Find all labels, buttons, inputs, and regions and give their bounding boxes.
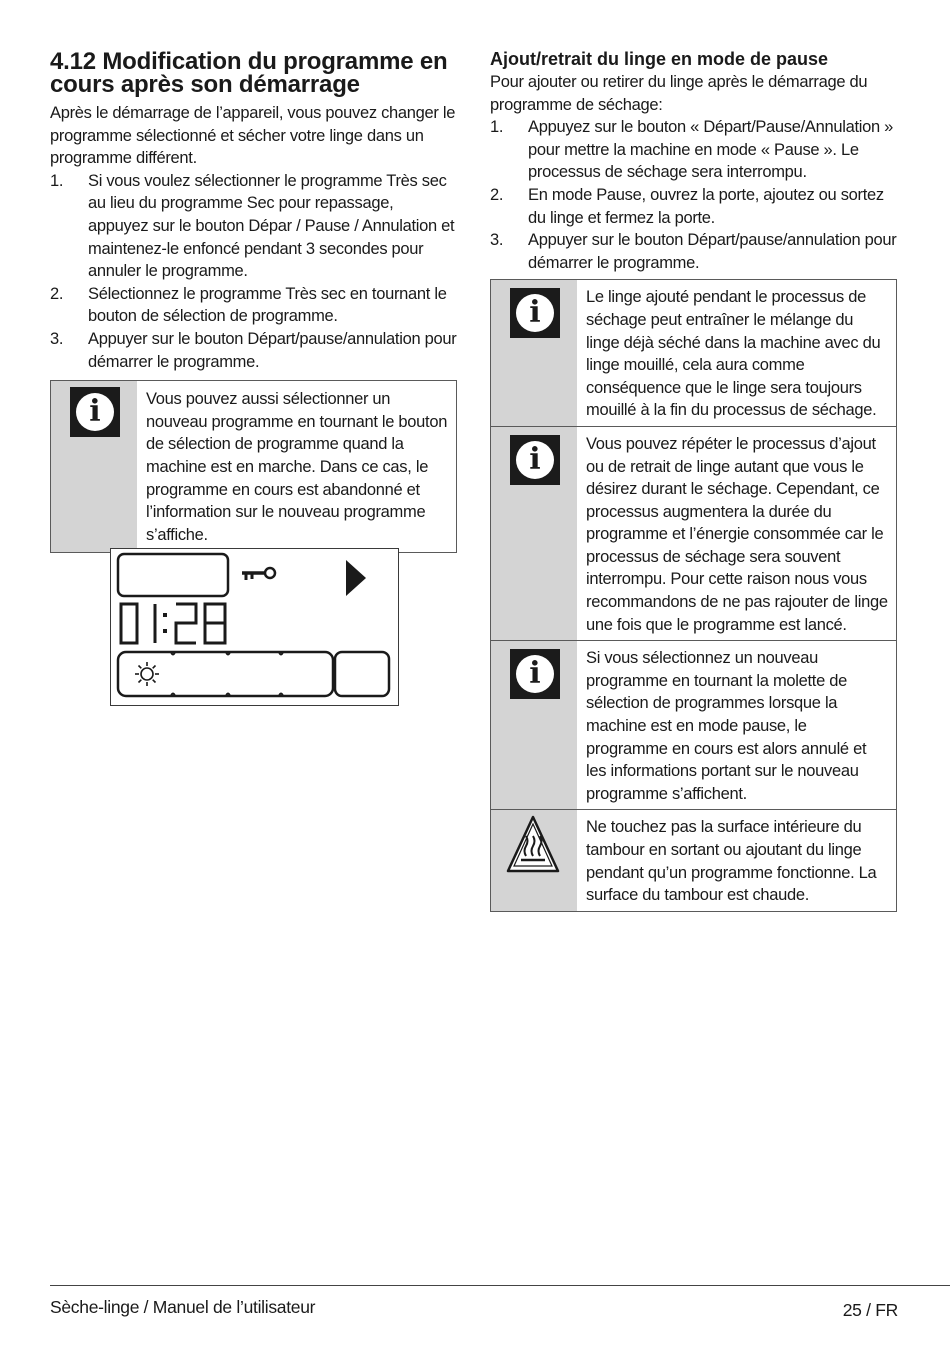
note-text: Vous pouvez répéter le processus d’ajout ou de retrait de linge autant que vous le désirez durant le séchage. Cependant, ce processus augmentera la durée du programme et l’énergie consommée car le processus de séchage sera souvent interrompu. Pour cette raison nous vous recommandons de ne pas rajouter de linge une fois que le programme est lancé. bbox=[586, 434, 888, 634]
right-column bbox=[490, 46, 897, 912]
subsection-intro: Pour ajouter ou retirer du linge après le démarrage du programme de séchage: bbox=[490, 73, 868, 114]
steps-list bbox=[490, 116, 897, 274]
note-row bbox=[491, 426, 896, 640]
display-panel-illustration bbox=[110, 548, 399, 706]
display-blank-field bbox=[118, 554, 228, 596]
step-item: 1. Si vous voulez sélectionner le programme Très sec au lieu du programme Sec pour repassage, appuyez sur le bouton Dépar / Pause / Annulation et maintenez-le enfoncé pendant 3 secondes pour annuler le programme. bbox=[50, 171, 455, 281]
note-row bbox=[491, 640, 896, 809]
hot-surface-warning-icon bbox=[506, 814, 560, 876]
progress-bar-frame bbox=[118, 652, 333, 696]
info-icon: i bbox=[510, 435, 560, 485]
note-text: Le linge ajouté pendant le processus de séchage peut entraîner le mélange du linge déjà séché dans la machine avec du linge mouillé, cela aura comme conséquence que le linge sera toujours mouillé à la fin du processus de séchage. bbox=[586, 288, 881, 420]
notes-table bbox=[490, 279, 897, 911]
section-intro: Après le démarrage de l’appareil, vous pouvez changer le programme sélectionné et sécher votre linge dans un programme différent. bbox=[50, 104, 456, 168]
note-icon-cell bbox=[51, 381, 137, 552]
time-text: 01:28 bbox=[111, 549, 114, 550]
info-icon: i bbox=[70, 387, 120, 437]
info-icon: i bbox=[510, 288, 560, 338]
step-item: 1. Appuyez sur le bouton « Départ/Pause/Annulation » pour mettre la machine en mode « Pause ». Le processus de séchage sera interrompu. bbox=[490, 118, 894, 182]
footer-divider bbox=[50, 1285, 950, 1286]
footer-title: Sèche-linge / Manuel de l’utilisateur bbox=[50, 1297, 316, 1317]
note-row bbox=[491, 809, 896, 910]
display-small-field bbox=[335, 652, 389, 696]
page-number: 25 / FR bbox=[842, 1300, 898, 1320]
step-item: 2. En mode Pause, ouvrez la porte, ajoutez ou sortez du linge et fermez la porte. bbox=[490, 185, 884, 227]
subsection-heading: Ajout/retrait du linge en mode de pause bbox=[490, 49, 829, 69]
info-icon: i bbox=[510, 649, 560, 699]
sun-icon bbox=[135, 662, 159, 686]
section-heading: 4.12 Modification du programme en cours après son démarrage bbox=[50, 48, 448, 98]
key-icon bbox=[242, 568, 275, 580]
left-column bbox=[50, 46, 457, 553]
note-row bbox=[491, 280, 896, 426]
time-readout bbox=[121, 604, 225, 643]
note-text: Si vous sélectionnez un nouveau programme en tournant la molette de sélection de programmes lorsque la machine est en mode pause, le programme en cours est alors annulé et les informations portant sur le nouveau programme s’affichent. bbox=[586, 649, 867, 803]
step-item: 3. Appuyer sur le bouton Départ/pause/annulation pour démarrer le programme. bbox=[490, 231, 897, 272]
step-item: 2. Sélectionnez le programme Très sec en tournant le bouton de sélection de programme. bbox=[50, 284, 447, 326]
note-text: Vous pouvez aussi sélectionner un nouveau programme en tournant le bouton de sélection de programme quand la machine est en marche. Dans ce cas, le programme en cours est abandonné et l’information sur le nouveau programme s’affiche. bbox=[146, 390, 448, 544]
warning-text: Ne touchez pas la surface intérieure du tambour en sortant ou ajoutant du linge pendant qu’un programme fonctionne. La surface du tambour est chaude. bbox=[586, 818, 877, 905]
step-item: 3. Appuyer sur le bouton Départ/pause/annulation pour démarrer le programme. bbox=[50, 329, 457, 371]
play-icon bbox=[346, 560, 366, 596]
info-note bbox=[50, 380, 457, 553]
steps-list bbox=[50, 170, 457, 373]
